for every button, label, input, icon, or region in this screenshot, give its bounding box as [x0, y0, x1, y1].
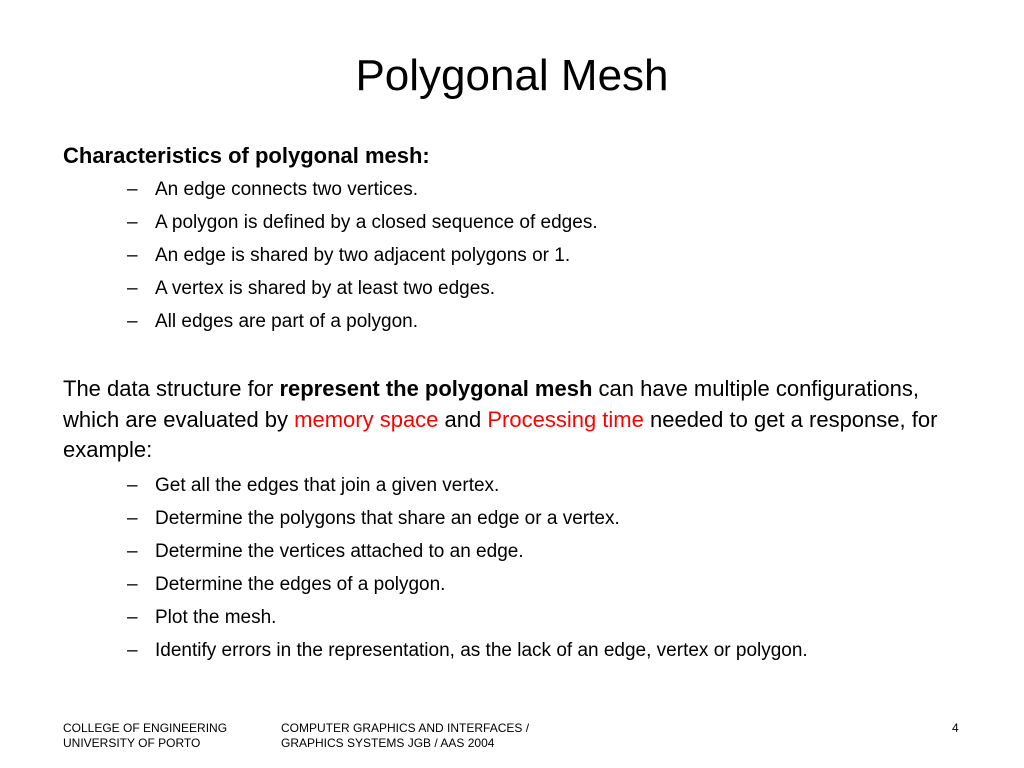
list-item-text: Plot the mesh.	[155, 607, 277, 628]
dash-bullet: –	[127, 541, 138, 562]
list-item	[0, 507, 808, 540]
list-item-text: An edge is shared by two adjacent polygons or 1.	[155, 245, 571, 266]
examples-list	[0, 474, 808, 672]
list-item-text: A vertex is shared by at least two edges.	[155, 278, 496, 299]
dash-bullet: –	[127, 212, 138, 233]
list-item	[0, 310, 598, 343]
paragraph-text: needed to get a response, for example:	[63, 406, 938, 462]
highlight-processing-time: Processing time	[487, 406, 644, 432]
footer-course-line1: COMPUTER GRAPHICS AND INTERFACES /	[281, 721, 530, 735]
list-item-text: Determine the polygons that share an edge or a vertex.	[155, 508, 620, 529]
footer-course	[281, 721, 529, 751]
list-item-text: Determine the edges of a polygon.	[155, 574, 446, 595]
list-item	[0, 573, 808, 606]
list-item-text: A polygon is defined by a closed sequence of edges.	[155, 212, 598, 233]
paragraph-bold-text: represent the polygonal mesh	[279, 376, 593, 401]
list-item-text: All edges are part of a polygon.	[155, 311, 419, 332]
list-item-text: Determine the vertices attached to an edge.	[155, 541, 524, 562]
body-paragraph	[63, 374, 963, 466]
footer-college: COLLEGE OF ENGINEERING	[63, 721, 228, 735]
list-item-text: An edge connects two vertices.	[155, 179, 418, 200]
dash-bullet: –	[127, 475, 138, 496]
dash-bullet: –	[127, 640, 138, 661]
dash-bullet: –	[127, 574, 138, 595]
list-item	[0, 606, 808, 639]
dash-bullet: –	[127, 311, 138, 332]
footer-course-line2: GRAPHICS SYSTEMS JGB / AAS 2004	[281, 736, 495, 750]
list-item	[0, 178, 598, 211]
page-number: 4	[952, 721, 959, 735]
dash-bullet: –	[127, 508, 138, 529]
list-item	[0, 211, 598, 244]
paragraph-text: The data structure for	[63, 376, 280, 401]
footer-university: UNIVERSITY OF PORTO	[63, 736, 201, 750]
dash-bullet: –	[127, 278, 138, 299]
dash-bullet: –	[127, 179, 138, 200]
section-heading: Characteristics of polygonal mesh:	[63, 143, 430, 168]
list-item	[0, 639, 808, 672]
dash-bullet: –	[127, 245, 138, 266]
paragraph-text: and	[438, 406, 488, 432]
paragraph-text: can have multiple configurations, which are evaluated by	[63, 376, 919, 432]
list-item	[0, 474, 808, 507]
highlight-memory-space: memory space	[294, 406, 439, 432]
characteristics-list	[0, 178, 598, 343]
list-item-text: Identify errors in the representation, as the lack of an edge, vertex or polygon.	[155, 640, 808, 661]
list-item	[0, 277, 598, 310]
dash-bullet: –	[127, 607, 138, 628]
list-item-text: Get all the edges that join a given vertex.	[155, 475, 500, 496]
list-item	[0, 540, 808, 573]
list-item	[0, 244, 598, 277]
footer-institution	[63, 721, 227, 751]
slide-title: Polygonal Mesh	[355, 51, 669, 100]
